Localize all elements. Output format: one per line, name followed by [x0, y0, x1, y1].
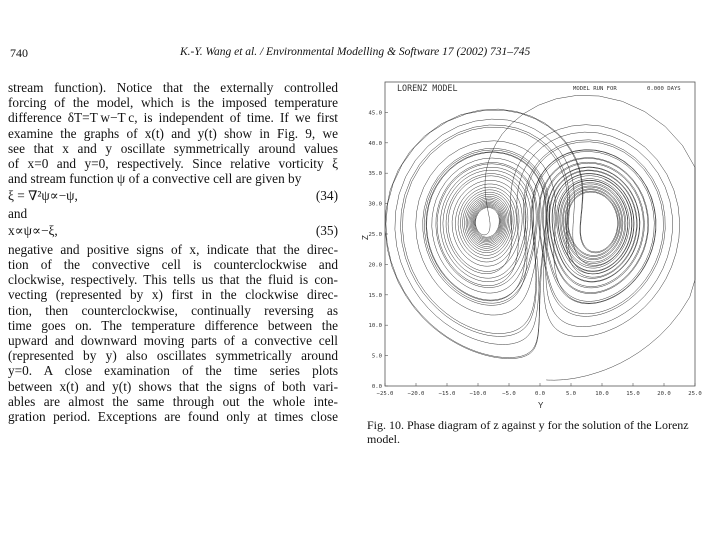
- y-tick-label: 10.0: [368, 323, 382, 330]
- y-tick-label: 45.0: [368, 110, 382, 117]
- text-line: gration period. Exceptions are found only at times close: [8, 408, 338, 424]
- lorenz-trajectory-line: [385, 95, 695, 380]
- figure-caption: Fig. 10. Phase diagram of z against y for the solution of the Lorenz model.: [367, 418, 689, 446]
- text-line: (represented by y) also oscillates symmetrically around: [8, 348, 338, 364]
- x-tick-label: 5.0: [565, 391, 577, 397]
- text-line: stream function). Notice that the externally controlled: [8, 80, 338, 95]
- text-line: forcing of the model, which is the imposed temperature: [8, 95, 338, 111]
- x-tick-label: 0.0: [534, 391, 546, 397]
- x-tick-label: −25.0: [376, 391, 394, 397]
- figure-10-plot: [357, 76, 702, 412]
- x-tick-label: −15.0: [438, 391, 456, 397]
- chart-title: LORENZ MODEL: [397, 83, 458, 93]
- paragraph-2: [8, 242, 338, 424]
- y-tick-label: 35.0: [368, 171, 382, 178]
- text-line: tion, then counterclockwise, continually reversing as: [8, 302, 338, 318]
- x-tick-label: 10.0: [595, 391, 609, 397]
- and-word: and: [8, 205, 28, 221]
- equation-number: (34): [315, 188, 338, 204]
- y-tick-label: 15.0: [368, 292, 382, 299]
- equation-34: [8, 188, 338, 203]
- text-line: of x=0 and y=0, respectively. Since relative vorticity ξ: [8, 155, 338, 171]
- text-line: examine the graphs of x(t) and y(t) show in Fig. 9, we: [8, 125, 338, 141]
- text-line: time goes on. The temperature difference between the: [8, 317, 338, 333]
- y-tick-label: 0.0: [371, 384, 382, 390]
- equation-35: [8, 223, 338, 238]
- page-number: 740: [10, 46, 28, 60]
- text-line: see that x and y oscillate symmetrically around values: [8, 140, 338, 156]
- body-text-column: [8, 80, 338, 424]
- x-tick-label: −5.0: [502, 391, 516, 397]
- y-axis-label: Z: [361, 235, 370, 240]
- text-line: tion of the convective cell is counterclockwise and: [8, 257, 338, 273]
- run-label: MODEL RUN FOR: [573, 86, 617, 92]
- x-axis-ticks: [377, 383, 702, 397]
- x-tick-label: −10.0: [469, 391, 487, 397]
- equation-text: ξ = ∇²ψ∝−ψ,: [8, 188, 78, 204]
- text-line: negative and positive signs of x, indicate that the direc-: [8, 241, 338, 257]
- y-tick-label: 25.0: [368, 232, 382, 238]
- x-axis-label: Y: [538, 401, 544, 410]
- x-tick-label: 15.0: [626, 391, 640, 397]
- x-tick-label: 25.0: [688, 391, 702, 397]
- text-line: upward and downward moving parts of a convective cell: [8, 333, 338, 348]
- text-line: ables are almost the same through out the whole inte-: [8, 393, 338, 409]
- text-line: vecting (represented by x) first in the clockwise direc-: [8, 287, 338, 303]
- text-line: and stream function ψ of a convective cell are given by: [8, 171, 302, 187]
- x-tick-label: 20.0: [657, 391, 671, 397]
- y-tick-label: 5.0: [371, 353, 382, 360]
- text-line: clockwise, respectively. This tells us that the fluid is con-: [8, 272, 338, 288]
- paragraph-1: [8, 80, 338, 186]
- run-value: 0.000 DAYS: [647, 86, 681, 92]
- y-tick-label: 20.0: [368, 262, 382, 269]
- running-head: K.-Y. Wang et al. / Environmental Modelling & Software 17 (2002) 731–745: [180, 46, 531, 58]
- equation-text: x∝ψ∝−ξ,: [8, 222, 58, 238]
- equation-number: (35): [315, 222, 338, 238]
- page-header: [10, 46, 700, 64]
- text-line: difference δT=T w−T c, is independent of time. If we first: [8, 110, 338, 126]
- phase-diagram-chart: [357, 76, 702, 412]
- x-tick-label: −20.0: [407, 391, 425, 397]
- text-line: y=0. A close examination of the time series plots: [8, 363, 338, 379]
- text-line: between x(t) and y(t) shows that the signs of both vari-: [8, 378, 338, 394]
- y-tick-label: 30.0: [368, 201, 382, 208]
- y-tick-label: 40.0: [368, 140, 382, 147]
